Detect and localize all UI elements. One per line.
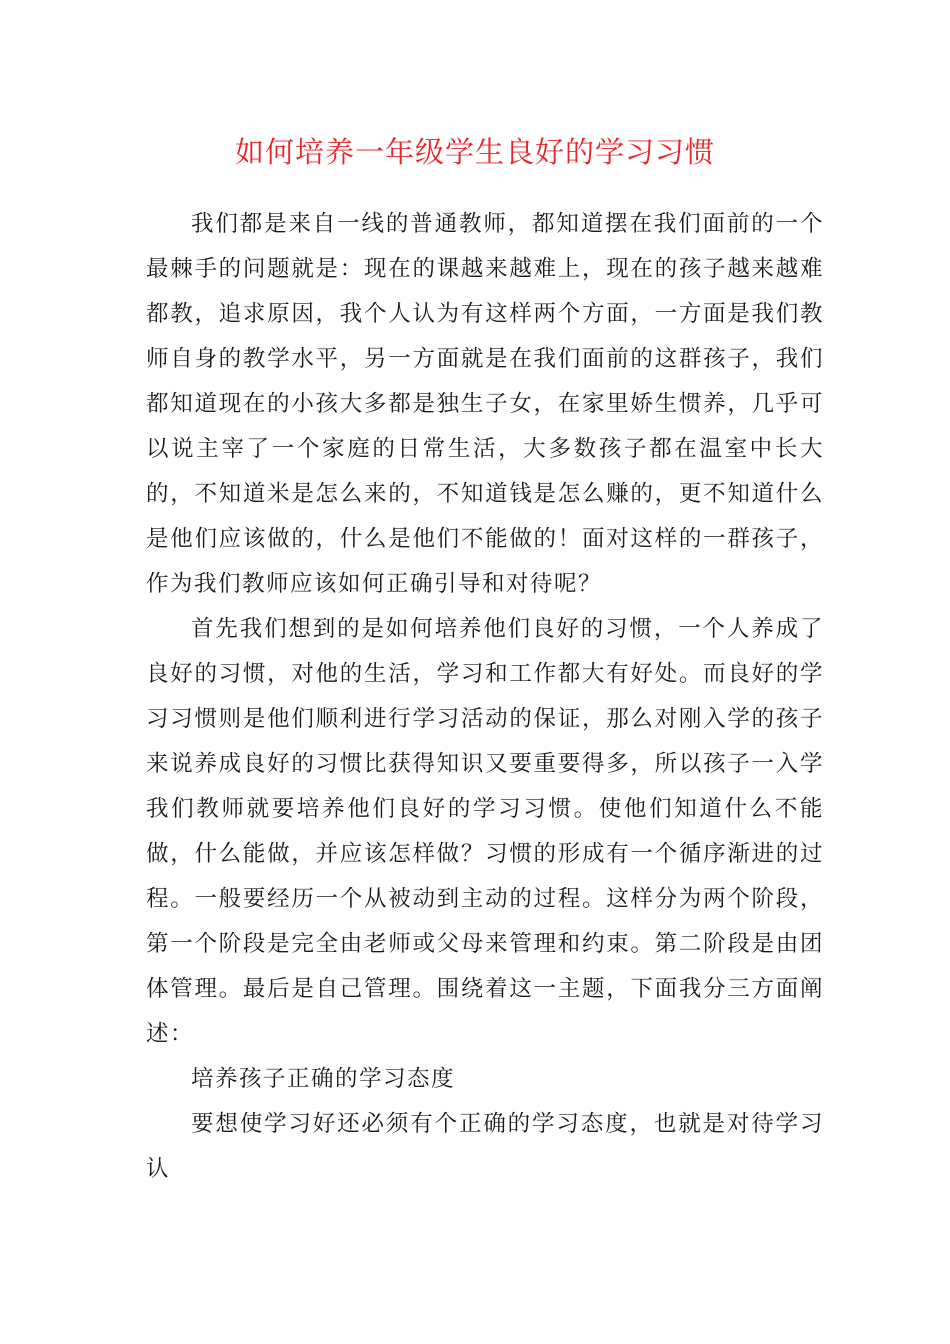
document-title: 如何培养一年级学生良好的学习习惯 [234,135,715,169]
paragraph-habits: 首先我们想到的是如何培养他们良好的习惯，一个人养成了良好的习惯，对他的生活，学习和工作都大有好处。而良好的学习习惯则是他们顺利进行学习活动的保证，那么对刚入学的孩子来说养成良好的习惯比获得知识又要重要得多，所以孩子一入学我们教师就要培养他们良好的学习习惯。使他们知道什么不能做，什么能做，并应该怎样做？习惯的形成有一个循序渐进的过程。一般要经历一个从被动到主动的过程。这样分为两个阶段，第一个阶段是完全由老师或父母来管理和约束。第二阶段是由团体管理。最后是自己管理。围绕着这一主题，下面我分三方面阐述： [146,616,824,1047]
paragraph-attitude: 要想使学习好还必须有个正确的学习态度，也就是对待学习认 [146,1111,824,1182]
paragraph-intro: 我们都是来自一线的普通教师，都知道摆在我们面前的一个最棘手的问题就是：现在的课越来越难上，现在的孩子越来越难都教，追求原因，我个人认为有这样两个方面，一方面是我们教师自身的教学水平，另一方面就是在我们面前的这群孩子，我们都知道现在的小孩大多都是独生子女，在家里娇生惯养，几乎可以说主宰了一个家庭的日常生活，大多数孩子都在温室中长大的，不知道米是怎么来的，不知道钱是怎么赚的，更不知道什么是他们应该做的，什么是他们不能做的！面对这样的一群孩子，作为我们教师应该如何正确引导和对待呢？ [146,211,824,597]
document-body [146,202,824,1192]
section-heading: 培养孩子正确的学习态度 [191,1066,456,1092]
